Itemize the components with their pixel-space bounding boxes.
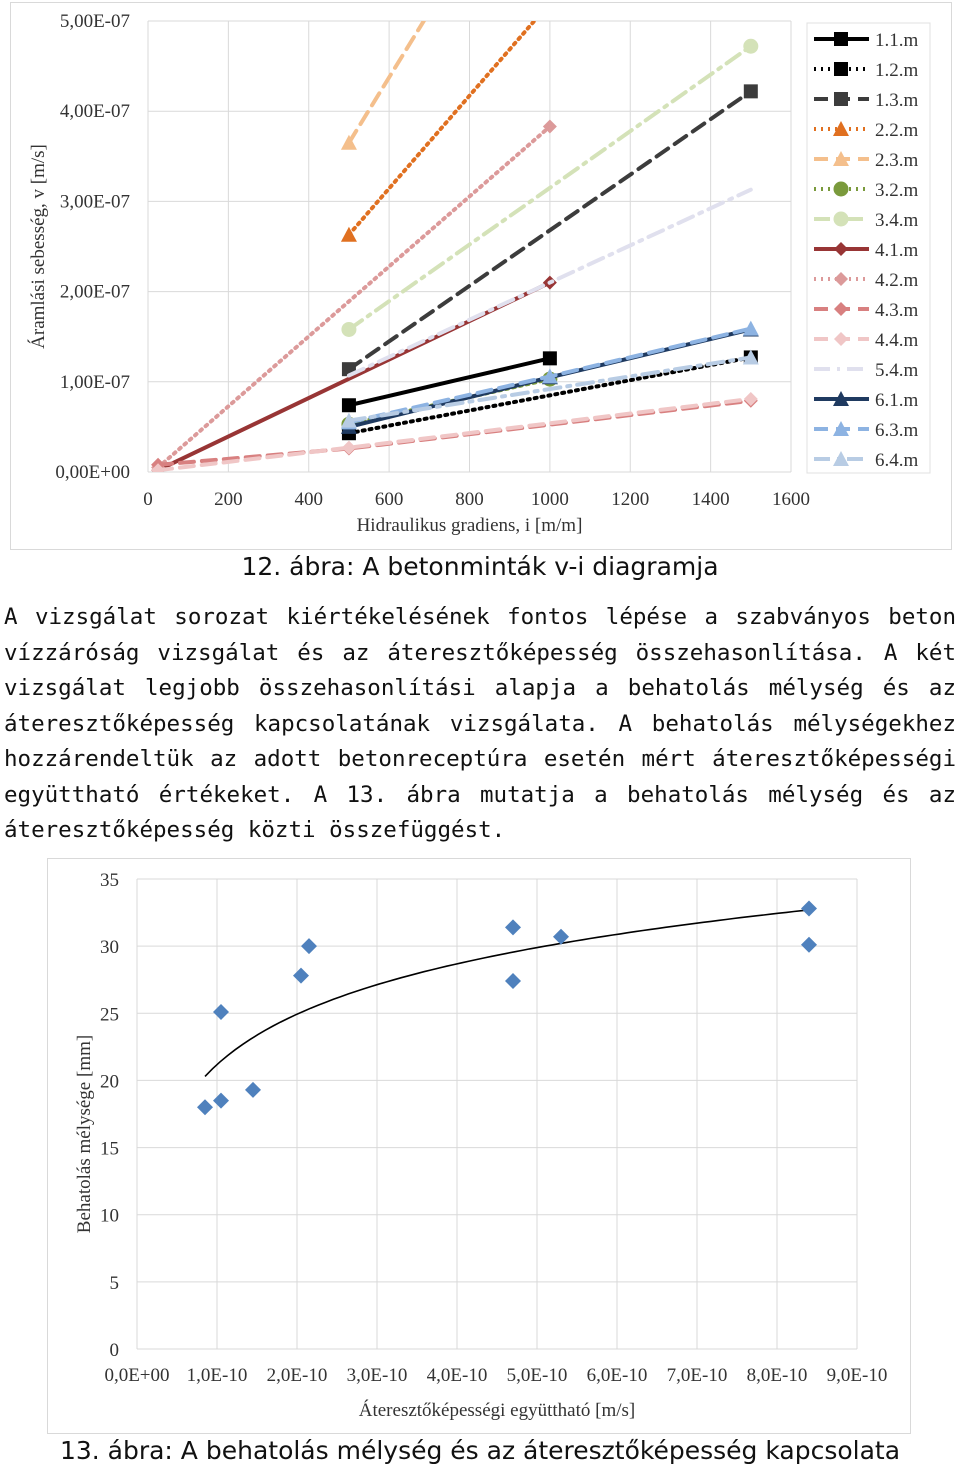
scatter-points	[197, 901, 817, 1116]
x-tick-label: 1400	[691, 489, 730, 510]
x-tick-label: 7,0E-10	[666, 1365, 728, 1386]
y-tick-label: 2,00E-07	[59, 281, 130, 303]
data-point	[801, 901, 817, 917]
x-tick-label: 600	[374, 489, 404, 510]
y-tick-label: 4,00E-07	[59, 101, 130, 123]
y-tick-label: 5,00E-07	[59, 11, 130, 32]
x-tick-label: 1000	[530, 489, 569, 510]
data-point	[505, 973, 521, 989]
data-point	[542, 3, 558, 10]
y-tick-label: 5	[109, 1272, 119, 1294]
grid	[137, 879, 857, 1349]
legend-label: 6.4.m	[875, 450, 919, 471]
data-point	[213, 1004, 229, 1020]
y-tick-label: 10	[100, 1205, 119, 1227]
legend-label: 6.3.m	[875, 420, 919, 441]
y-tick-label: 15	[100, 1138, 119, 1160]
x-tick-label: 9,0E-10	[826, 1365, 888, 1386]
x-tick-label: 1,0E-10	[186, 1365, 248, 1386]
x-axis-title: Áteresztőképességi együttható [m/s]	[358, 1400, 636, 1421]
y-tick-label: 25	[100, 1004, 119, 1026]
x-tick-label: 1200	[611, 489, 650, 510]
x-tick-label: 200	[214, 489, 243, 510]
legend-marker	[834, 32, 848, 46]
legend-marker	[834, 62, 848, 76]
penetration-permeability-chart	[47, 858, 911, 1434]
x-tick-label: 800	[455, 489, 484, 510]
y-tick-label: 35	[100, 870, 119, 891]
legend-label: 4.2.m	[875, 270, 919, 291]
data-point	[743, 39, 758, 54]
data-point	[213, 1093, 229, 1109]
x-tick-label: 0,0E+00	[104, 1365, 170, 1386]
data-point	[744, 84, 758, 98]
data-point	[801, 937, 817, 953]
legend-label: 3.2.m	[875, 180, 919, 201]
data-point	[744, 392, 758, 406]
y-tick-label: 0,00E+00	[55, 462, 130, 483]
x-tick-label: 4,0E-10	[426, 1365, 488, 1386]
x-tick-label: 2,0E-10	[266, 1365, 328, 1386]
y-tick-label: 30	[100, 937, 119, 959]
legend-label: 5.4.m	[875, 360, 919, 381]
legend-marker	[834, 92, 848, 106]
x-axis-title: Hidraulikus gradiens, i [m/m]	[356, 515, 583, 536]
series-line	[158, 127, 550, 468]
data-point	[421, 4, 437, 19]
y-tick-label: 20	[100, 1071, 119, 1093]
data-point	[342, 398, 356, 412]
data-point	[342, 441, 356, 455]
x-tick-label: 6,0E-10	[586, 1365, 648, 1386]
data-point	[245, 1082, 261, 1098]
x-tick-label: 400	[294, 489, 323, 510]
x-tick-label: 3,0E-10	[346, 1365, 408, 1386]
legend-label: 2.3.m	[875, 150, 919, 171]
legend-label: 4.4.m	[875, 330, 919, 351]
x-tick-label: 5,0E-10	[506, 1365, 568, 1386]
x-tick-label: 1600	[772, 489, 810, 510]
legend-label: 3.4.m	[875, 210, 919, 231]
data-point	[543, 351, 557, 365]
y-axis-title: Áramlási sebesség, v [m/s]	[28, 144, 49, 349]
body-paragraph: A vizsgálat sorozat kiértékelésének fontos lépése a szabványos beton vízzáróság vizsgálat és az áteresztőképesség összehasonlítása. A két vizsgálat legjobb összehasonlítási alapja a behatolás mélység és az áteresztőképesség kapcsolatának vizsgálata. A behatolás mélységekhez hozzárendeltük az adott betonreceptúra esetén mért áteresztőképességi együttható értékeket. A 13. ábra mutatja a behatolás mélység és az áteresztőképesség közti összefüggést.	[4, 604, 956, 843]
data-point	[197, 1099, 213, 1115]
data-point	[301, 938, 317, 954]
figure-13-caption: 13. ábra: A behatolás mélység és az áteresztőképesség kapcsolata	[59, 1436, 901, 1465]
legend-label: 1.2.m	[875, 60, 919, 81]
y-tick-label: 1,00E-07	[59, 371, 130, 393]
y-axis-title: Behatolás mélysége [mm]	[74, 1034, 95, 1234]
y-tick-label: 0	[109, 1340, 119, 1361]
legend-marker	[834, 212, 849, 227]
trendline	[205, 910, 809, 1077]
figure-12-caption: 12. ábra: A betonminták v-i diagramja	[241, 552, 719, 581]
legend-marker	[834, 182, 849, 197]
legend-label: 6.1.m	[875, 390, 919, 411]
series-line	[349, 3, 550, 235]
y-tick-label: 3,00E-07	[59, 191, 130, 213]
x-tick-label: 0	[143, 489, 153, 510]
data-point	[293, 968, 309, 984]
velocity-gradient-plot	[11, 3, 951, 549]
series-layer	[151, 3, 759, 477]
legend-label: 1.1.m	[875, 30, 919, 51]
legend-label: 4.3.m	[875, 300, 919, 321]
data-point	[341, 322, 356, 337]
penetration-permeability-plot	[48, 859, 910, 1433]
data-point	[505, 919, 521, 935]
legend-label: 1.3.m	[875, 90, 919, 111]
legend	[807, 23, 930, 473]
series-line	[158, 399, 751, 470]
legend-label: 4.1.m	[875, 240, 919, 261]
velocity-gradient-chart	[10, 2, 952, 550]
legend-label: 2.2.m	[875, 120, 919, 141]
x-tick-label: 8,0E-10	[746, 1365, 808, 1386]
